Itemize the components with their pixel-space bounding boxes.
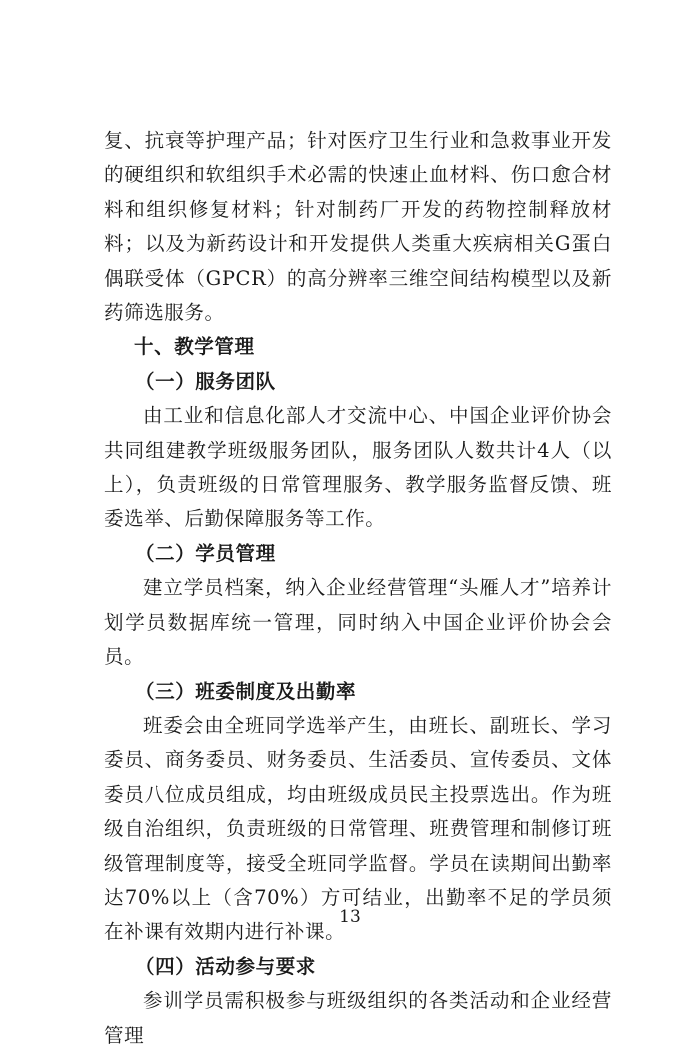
continued-paragraph: 复、抗衰等护理产品；针对医疗卫生行业和急救事业开发的硬组织和软组织手术必需的快速止血材料、伤口愈合材料和组织修复材料；针对制药厂开发的药物控制释放材料；以及为新药设计和开发提供人类重大疾病相关G蛋白偶联受体（GPCR）的高分辨率三维空间结构模型以及新药筛选服务。	[104, 129, 612, 325]
paragraph-student-management: 建立学员档案，纳入企业经营管理“头雁人才”培养计划学员数据库统一管理，同时纳入中国企业评价协会会员。	[104, 576, 612, 669]
section-heading-teaching-management: 十、教学管理	[134, 335, 255, 359]
subheading-service-team: （一）服务团队	[135, 369, 276, 393]
paragraph-class-committee-attendance: 班委会由全班同学选举产生，由班长、副班长、学习委员、商务委员、财务委员、生活委员、宣传委员、文体委员八位成员组成，均由班级成员民主投票选出。作为班级自治组织，负责班级的日常管理、班费管理和制修订班级管理制度等，接受全班同学监督。学员在读期间出勤率达70%以上（含70%）方可结业，出勤率不足的学员须在补课有效期内进行补课。	[104, 713, 612, 944]
subheading-activity-requirements: （四）活动参与要求	[135, 954, 316, 978]
paragraph-activity-requirements: 参训学员需积极参与班级组织的各类活动和企业经营管理	[104, 989, 612, 1047]
subheading-student-management: （二）学员管理	[135, 541, 276, 565]
page-number: 13	[339, 907, 361, 927]
subheading-class-committee-attendance: （三）班委制度及出勤率	[135, 679, 357, 703]
paragraph-service-team: 由工业和信息化部人才交流中心、中国企业评价协会共同组建教学班级服务团队，服务团队人数共计4人（以上），负责班级的日常管理服务、教学服务监督反馈、班委选举、后勤保障服务等工作。	[104, 404, 612, 531]
